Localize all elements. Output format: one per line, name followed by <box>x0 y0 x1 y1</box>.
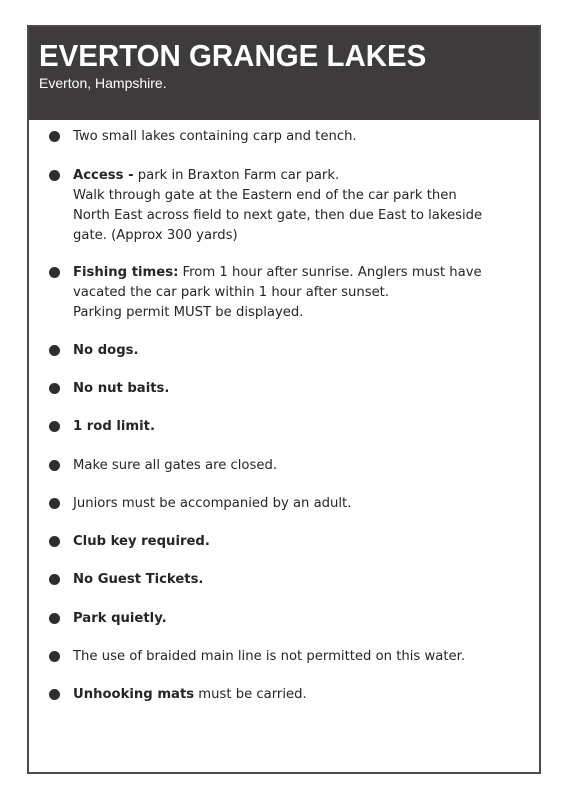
rule-heading: No dogs. <box>73 343 139 358</box>
rule-no-guest-tickets <box>49 570 525 590</box>
rule-rod-limit <box>49 417 525 437</box>
bullet-icon <box>49 267 60 278</box>
bullet-icon <box>49 574 60 585</box>
bullet-icon <box>49 383 60 394</box>
rules-card <box>27 25 541 774</box>
bullet-icon <box>49 498 60 509</box>
rule-text: The use of braided main line is not permitted on this water. <box>73 649 466 664</box>
rule-access <box>49 166 525 246</box>
rule-heading: No Guest Tickets. <box>73 572 204 587</box>
rule-heading: 1 rod limit. <box>73 419 155 434</box>
rule-heading: Access - <box>73 168 134 183</box>
bullet-icon <box>49 651 60 662</box>
rule-unhooking-mats <box>49 685 525 705</box>
location-subtitle: Everton, Hampshire. <box>39 75 167 91</box>
rule-park-quietly <box>49 609 525 629</box>
rule-heading: Club key required. <box>73 534 210 549</box>
rule-juniors <box>49 494 525 514</box>
rule-text: Parking permit MUST be displayed. <box>73 305 304 320</box>
rule-first-line <box>73 685 525 705</box>
rule-lakes <box>49 127 525 147</box>
rule-no-nut-baits <box>49 379 525 399</box>
rule-text: park in Braxton Farm car park. <box>133 168 340 183</box>
rule-text: must be carried. <box>194 687 307 702</box>
rule-gates-closed <box>49 456 525 476</box>
rule-first-line <box>73 263 525 283</box>
bullet-icon <box>49 536 60 547</box>
rule-heading: Fishing times: <box>73 265 179 280</box>
rule-heading: Park quietly. <box>73 611 167 626</box>
page-title: EVERTON GRANGE LAKES <box>39 38 427 73</box>
rule-heading: Unhooking mats <box>73 687 195 702</box>
rule-club-key <box>49 532 525 552</box>
rule-text: From 1 hour after sunrise. Anglers must have <box>178 265 482 280</box>
rule-no-dogs <box>49 341 525 361</box>
rule-text: Juniors must be accompanied by an adult. <box>73 496 352 511</box>
rule-text: vacated the car park within 1 hour after sunset. <box>73 285 390 300</box>
bullet-icon <box>49 421 60 432</box>
rule-text: gate. (Approx 300 yards) <box>73 228 238 243</box>
rule-heading: No nut baits. <box>73 381 170 396</box>
bullet-icon <box>49 689 60 700</box>
bullet-icon <box>49 170 60 181</box>
bullet-icon <box>49 131 60 142</box>
bullet-icon <box>49 460 60 471</box>
bullet-icon <box>49 345 60 356</box>
rule-text: North East across field to next gate, then due East to lakeside <box>73 208 483 223</box>
rule-fishing-times <box>49 263 525 323</box>
bullet-icon <box>49 613 60 624</box>
rule-braided-line <box>49 647 525 667</box>
rule-text: Make sure all gates are closed. <box>73 458 278 473</box>
header-banner <box>29 27 539 120</box>
rule-text: Two small lakes containing carp and tench. <box>73 129 357 144</box>
rule-text: Walk through gate at the Eastern end of the car park then <box>73 188 457 203</box>
rule-first-line <box>73 166 525 186</box>
